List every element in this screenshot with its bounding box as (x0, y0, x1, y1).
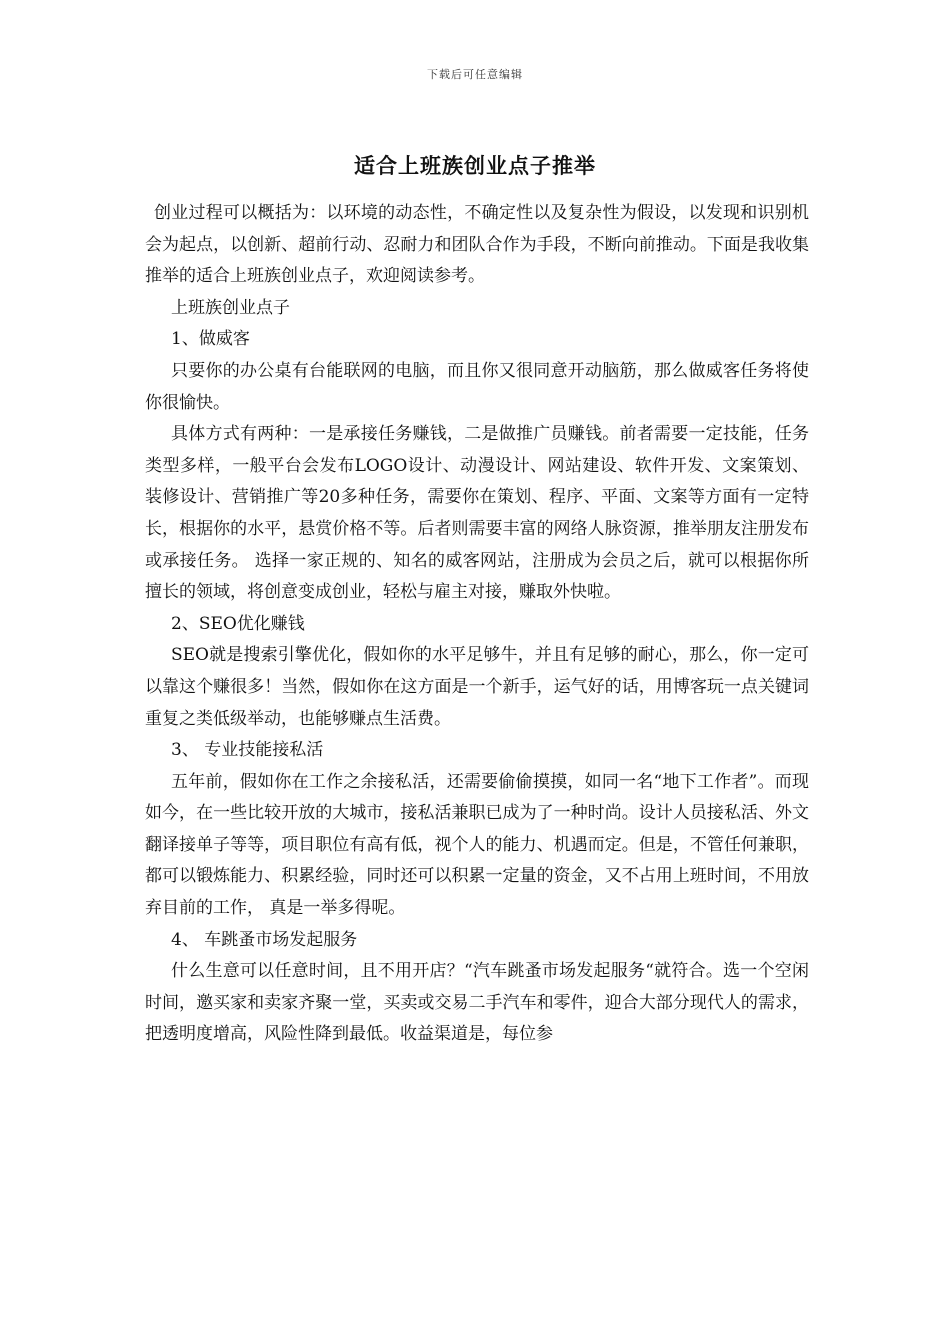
paragraph: SEO就是搜索引擎优化，假如你的水平足够牛，并且有足够的耐心，那么，你一定可以靠这个赚很多！当然，假如你在这方面是一个新手，运气好的话，用博客玩一点关键词重复之类低级举动，也能够赚点生活费。 (145, 645, 809, 729)
intro-paragraph: 创业过程可以概括为：以环境的动态性，不确定性以及复杂性为假设，以发现和识别机会为起点，以创新、超前行动、忍耐力和团队合作为手段，不断向前推动。下面是我收集推举的适合上班族创业点子，欢迎阅读参考。 (145, 203, 809, 287)
paragraph: 具体方式有两种：一是承接任务赚钱，二是做推广员赚钱。前者需要一定技能，任务类型多样，一般平台会发布LOGO设计、动漫设计、网站建设、软件开发、文案策划、装修设计、营销推广等20多种任务，需要你在策划、程序、平面、文案等方面有一定特长，根据你的水平，悬赏价格不等。后者则需要丰富的网络人脉资源，推举朋友注册发布或承接任务。 选择一家正规的、知名的威客网站，注册成为会员之后，就可以根据你所擅长的领域，将创意变成创业，轻松与雇主对接，赚取外快啦。 (145, 424, 809, 603)
paragraph: 五年前，假如你在工作之余接私活，还需要偷偷摸摸，如同一名“地下工作者”。而现如今，在一些比较开放的大城市，接私活兼职已成为了一种时尚。设计人员接私活、外文翻译接单子等等，项目职位有高有低，视个人的能力、机遇而定。但是，不管任何兼职，都可以锻炼能力、积累经验，同时还可以积累一定量的资金，又不占用上班时间，不用放弃目前的工作， 真是一举多得呢。 (145, 771, 809, 919)
item-heading-2: 2、SEO优化赚钱 (171, 613, 305, 634)
document-title: 适合上班族创业点子推举 (354, 153, 596, 178)
section-heading: 上班族创业点子 (171, 297, 290, 318)
document-body (145, 198, 809, 1051)
item-heading-1: 1、做威客 (171, 329, 250, 350)
item-heading-4: 4、 车跳蚤市场发起服务 (171, 929, 358, 950)
paragraph: 什么生意可以任意时间，且不用开店？“汽车跳蚤市场发起服务“就符合。选一个空闲时间，邀买家和卖家齐聚一堂，买卖或交易二手汽车和零件，迎合大部分现代人的需求，把透明度增高，风险性降到最低。收益渠道是，每位参 (145, 961, 809, 1045)
paragraph: 只要你的办公桌有台能联网的电脑，而且你又很同意开动脑筋，那么做威客任务将使你很愉快。 (145, 360, 809, 413)
item-heading-3: 3、 专业技能接私活 (171, 740, 324, 761)
header-note: 下载后可任意编辑 (427, 68, 523, 81)
